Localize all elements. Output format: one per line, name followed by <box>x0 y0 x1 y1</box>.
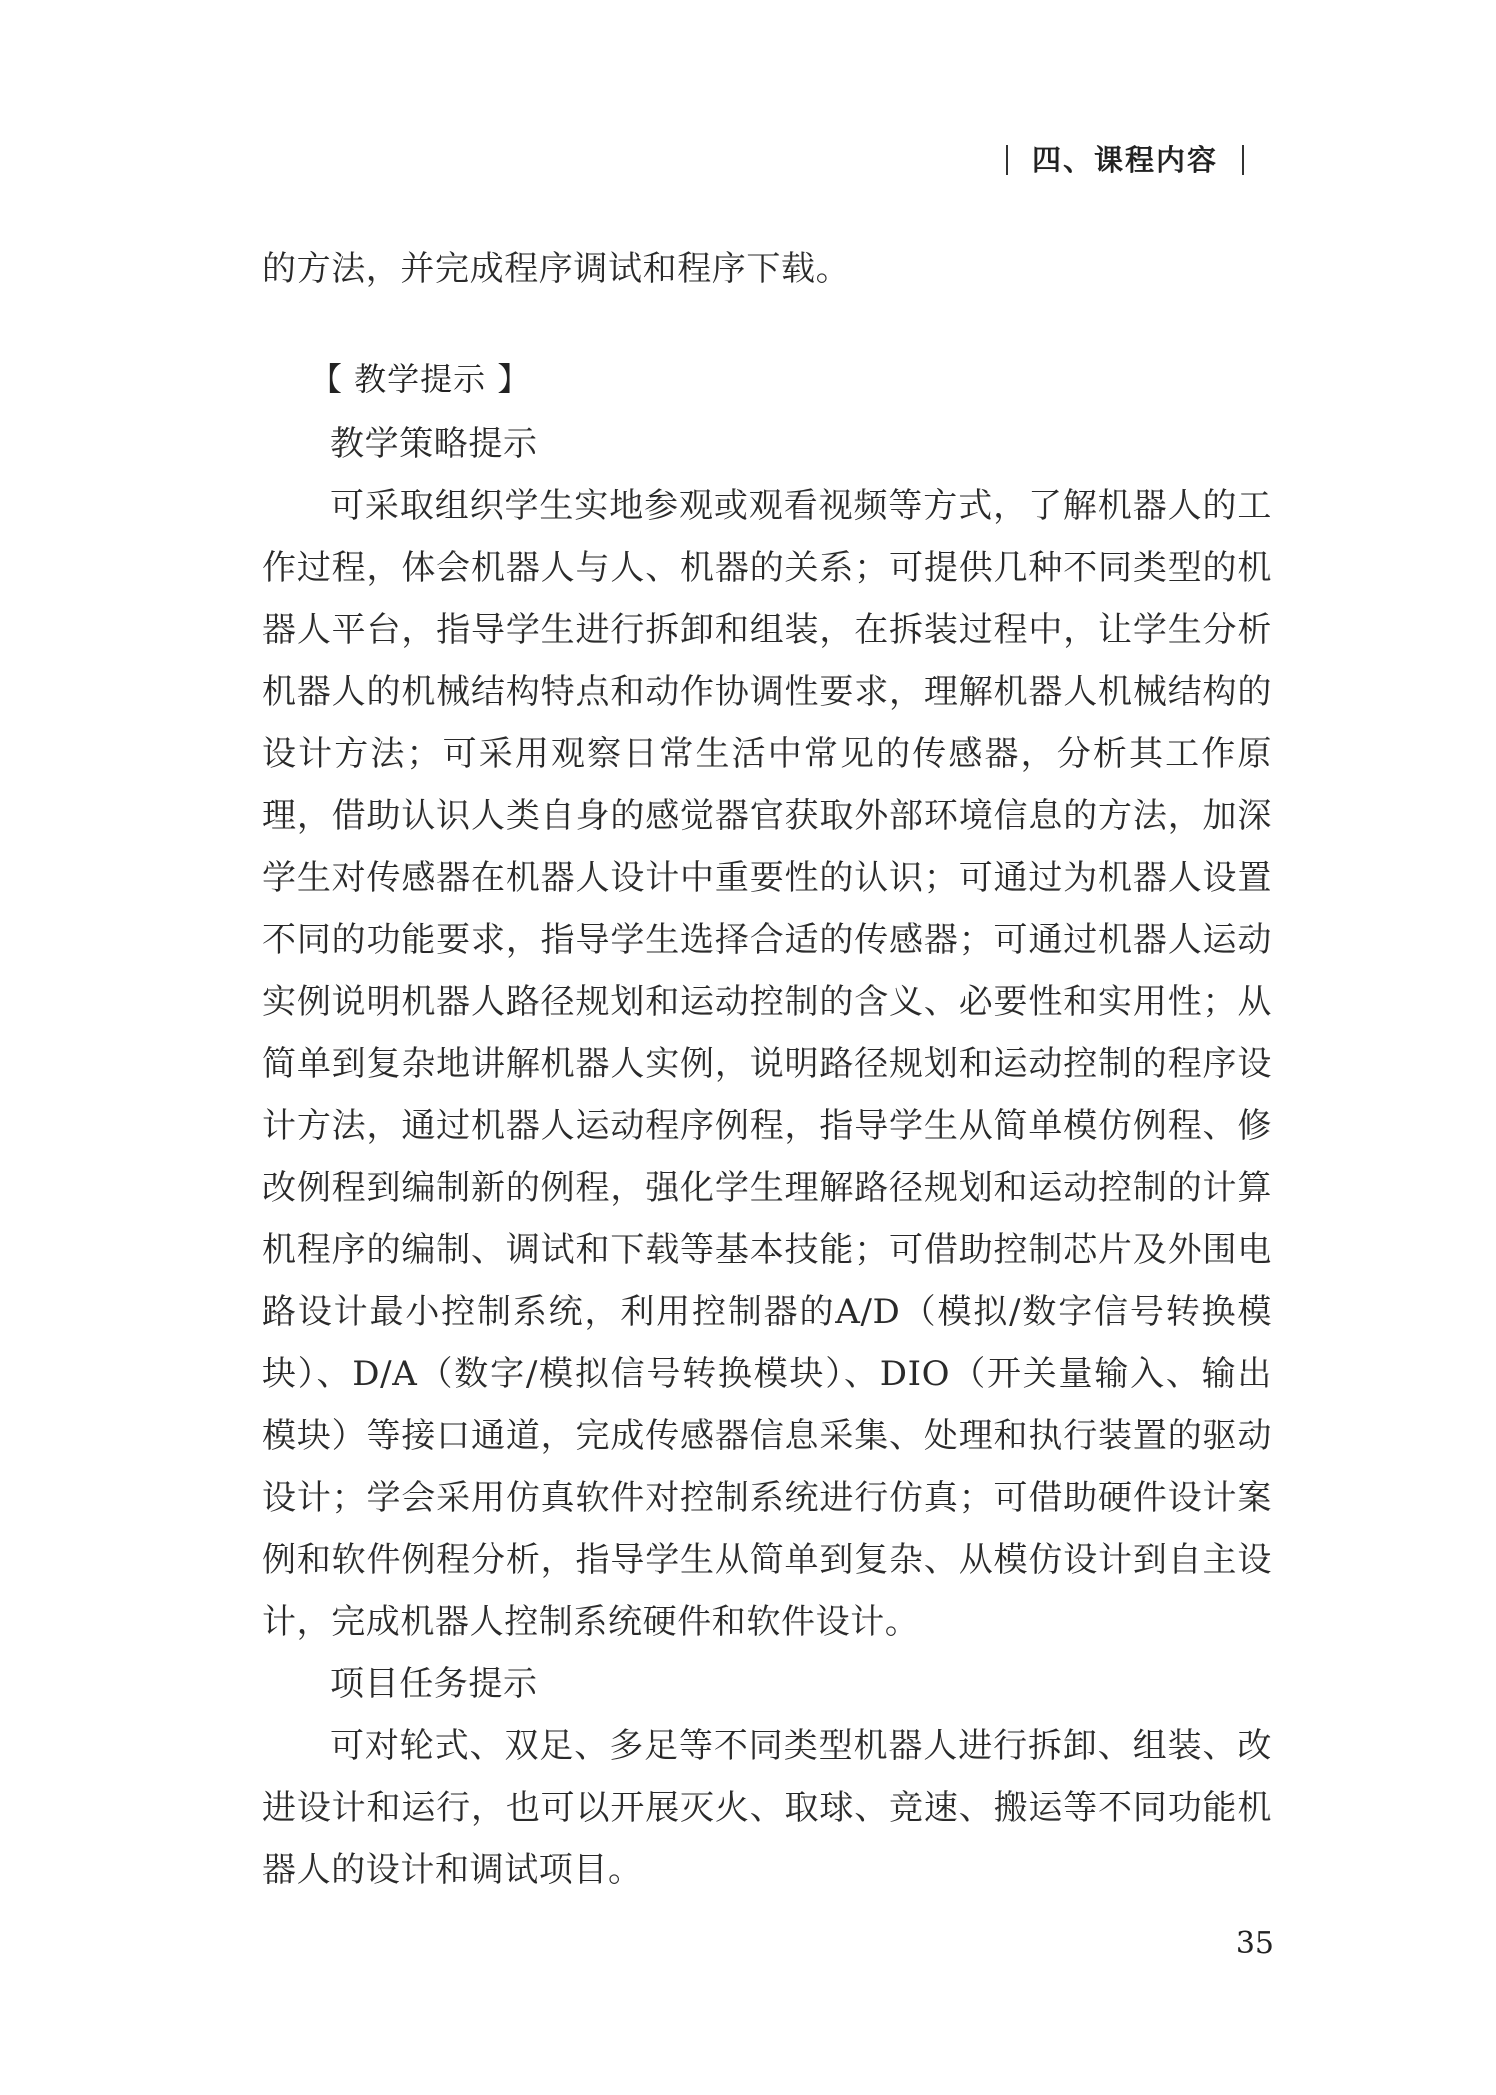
chapter-title: 四、课程内容 <box>1031 143 1218 177</box>
page-number: 35 <box>1235 1926 1274 1961</box>
header-right-rule <box>1242 145 1244 175</box>
header-left-rule <box>1006 145 1008 175</box>
continuation-block <box>262 238 1272 300</box>
task-paragraph: 可对轮式、双足、多足等不同类型机器人进行拆卸、组装、改进设计和运行，也可以开展灭火、取球、竞速、搬运等不同功能机器人的设计和调试项目。 <box>262 1726 1272 1890</box>
main-content <box>262 413 1272 1901</box>
running-header <box>982 138 1268 179</box>
section-heading: 【 教学提示 】 <box>310 360 531 398</box>
task-subheading: 项目任务提示 <box>330 1664 538 1704</box>
strategy-paragraph: 可采取组织学生实地参观或观看视频等方式，了解机器人的工作过程，体会机器人与人、机器的关系；可提供几种不同类型的机器人平台，指导学生进行拆卸和组装，在拆装过程中，让学生分析机器人的机械结构特点和动作协调性要求，理解机器人机械结构的设计方法；可采用观察日常生活中常见的传感器，分析其工作原理，借助认识人类自身的感觉器官获取外部环境信息的方法，加深学生对传感器在机器人设计中重要性的认识；可通过为机器人设置不同的功能要求，指导学生选择合适的传感器；可通过机器人运动实例说明机器人路径规划和运动控制的含义、必要性和实用性；从简单到复杂地讲解机器人实例，说明路径规划和运动控制的程序设计方法，通过机器人运动程序例程，指导学生从简单模仿例程、修改例程到编制新的例程，强化学生理解路径规划和运动控制的计算机程序的编制、调试和下载等基本技能；可借助控制芯片及外围电路设计最小控制系统，利用控制器的A/D（模拟/数字信号转换模块）、D/A（数字/模拟信号转换模块）、DIO（开关量输入、输出模块）等接口通道，完成传感器信息采集、处理和执行装置的驱动设计；学会采用仿真软件对控制系统进行仿真；可借助硬件设计案例和软件例程分析，指导学生从简单到复杂、从模仿设计到自主设计，完成机器人控制系统硬件和软件设计。 <box>262 486 1272 1642</box>
strategy-subheading: 教学策略提示 <box>330 424 538 464</box>
continuation-text: 的方法，并完成程序调试和程序下载。 <box>262 249 851 289</box>
